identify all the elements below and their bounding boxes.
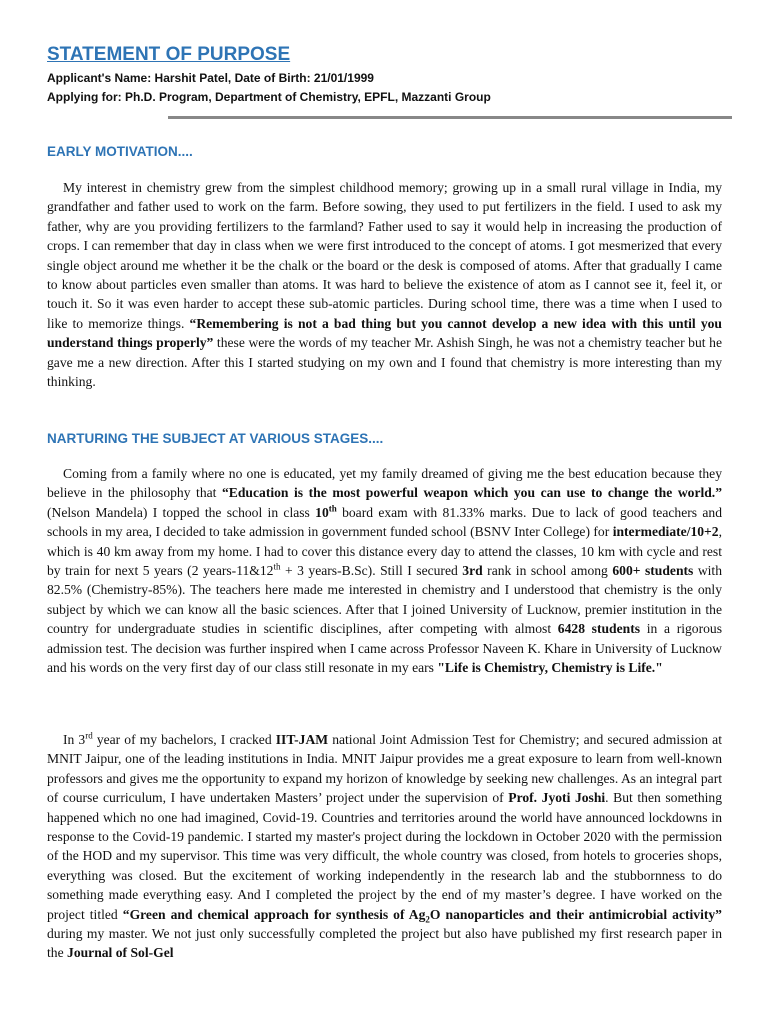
paragraph-education: Coming from a family where no one is educated, yet my family dreamed of giving me the best education because they believe in the philosophy that “Education is the most powerful weapon which you can use to change the world.” (Nelson Mandela) I topped the school in class 10th board exam with 81.33% marks. Due to lack of good teachers and schools in my area, I decided to take admission in government funded school (BSNV Inter College) for intermediate/10+2, which is 40 km away from my home. I had to cover this distance every day to attend the classes, 10 km with cycle and rest by train for next 5 years (2 years-11&12th + 3 years-B.Sc). Still I secured 3rd rank in school among 600+ students with 82.5% (Chemistry-85%). The teachers here made me interested in chemistry and I understood that chemistry is the only subject by which we can know all the basic sciences. After that I joined University of Lucknow, premier institution in the country for undergraduate studies in scientific disciplines, after competing with almost 6428 students in a rigorous admission test. The decision was further inspired when I came across Professor Naveen K. Khare in University of Lucknow and his words on the very first day of our class still resonate in my ears "Life is Chemistry, Chemistry is Life." <box>47 466 723 676</box>
section-heading-narturing: NARTURING THE SUBJECT AT VARIOUS STAGES.... <box>47 431 384 446</box>
life-quote: "Life is Chemistry, Chemistry is Life." <box>437 660 663 676</box>
document-title: STATEMENT OF PURPOSE <box>47 44 291 65</box>
paragraph-masters: In 3rd year of my bachelors, I cracked IIT-JAM national Joint Admission Test for Chemistry; and secured admission at MNIT Jaipur, one of the leading institutions in India. MNIT Jaipur provides me a great exposure to learn from well-known professors and gives me the opportunity to expand my horizon of knowledge by seeking new challenges. As an integral part of course curriculum, I have undertaken Masters’ project under the supervision of Prof. Jyoti Joshi. But then something happened which no one had imagined, Covid-19. Countries and territories around the world have announced lockdowns in response to the Covid-19 pandemic. I started my master's project during the lockdown in October 2020 with the permission of the HOD and my supervisor. This time was very difficult, the whole country was closed, from hotels to groceries shops, everything was closed. But the excitement of working independently in the research lab and the stubbornness to do something made everything easy. And I completed the project by the end of my master’s degree. I have worked on the project titled “Green and chemical approach for synthesis of $Ag_2O$ nanoparticles and their antimicrobial activity” during my master. We not just only successfully completed the project but also have published my first research paper in the Journal of Sol-Gel <box>47 730 723 961</box>
teacher-quote: “Remembering is not a bad thing but you cannot develop a new idea with this until you understand things properly” <box>47 315 722 351</box>
applying-line: Applying for: Ph.D. Program, Department of Chemistry, EPFL, Mazzanti Group <box>47 90 491 104</box>
section-heading-early-motivation: EARLY MOTIVATION.... <box>47 144 193 159</box>
paragraph-early-motivation: My interest in chemistry grew from the simplest childhood memory; growing up in a small rural village in India, my grandfather and father used to work on the farm. Before sowing, they used to put fertilizers in the field. I used to ask my father, why are you providing fertilizers to the farmland? Father used to say it would help in increasing the production of crops. I can remember that day in class when we were first introduced to the concept of atoms. I got mesmerized that every single object around me whether it be the chalk or the board or the desk is composed of atoms. After that gradually I came to know about particles even smaller than atoms. It was hard to believe the existence of atom as I cannot see it, feel it, or touch it. So it was even harder to accept these sub-atomic particles. During school time, there was a time when I used to like to memorize things. “Remembering is not a bad thing but you cannot develop a new idea with this until you understand things properly” these were the words of my teacher Mr. Ashish Singh, he was not a chemistry teacher but he gave me a new direction. After this I started studying on my own and I found that chemistry is more interesting than my thinking. <box>47 180 722 390</box>
project-title: “Green and chemical approach for synthesis of $Ag_2O$ nanoparticles and their antimicrobial activity” <box>122 906 722 925</box>
mandela-quote: “Education is the most powerful weapon which you can use to change the world.” <box>222 485 723 501</box>
horizontal-divider <box>168 116 732 119</box>
applicant-line: Applicant's Name: Harshit Patel, Date of Birth: 21/01/1999 <box>47 71 374 85</box>
